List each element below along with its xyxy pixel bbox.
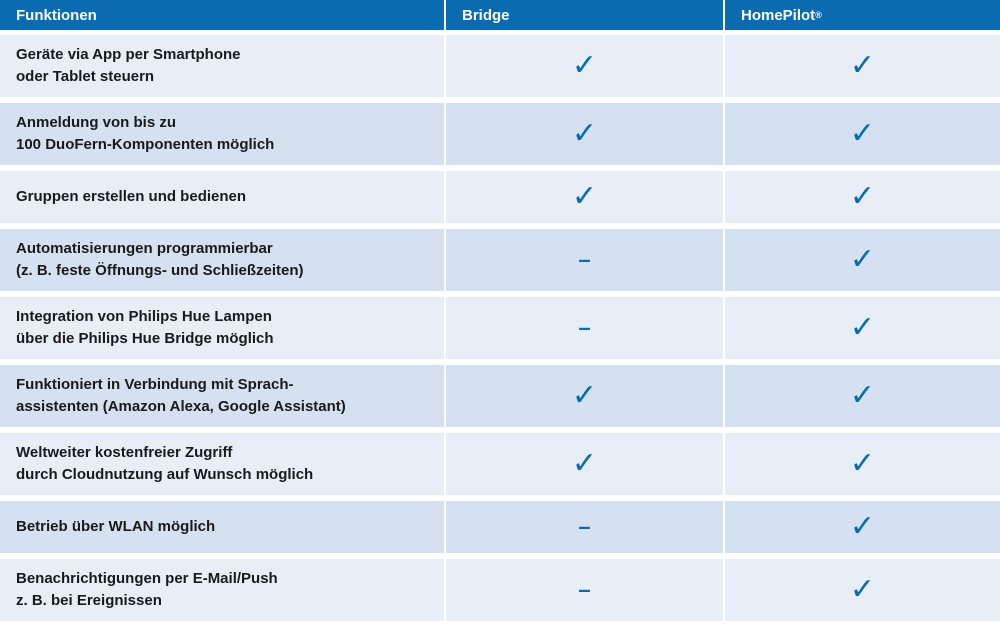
check-icon: ✓ — [571, 116, 598, 151]
check-icon: ✓ — [849, 179, 876, 214]
table-row — [0, 501, 1000, 553]
table-row — [0, 171, 1000, 223]
table-row — [0, 559, 1000, 621]
row-label: Benachrichtigungen per E-Mail/Push z. B. bei Ereignissen — [16, 570, 278, 609]
check-icon: ✓ — [849, 378, 876, 413]
check-icon: ✓ — [849, 509, 876, 544]
check-icon: ✓ — [849, 116, 876, 151]
header-homepilot-label: HomePilot — [741, 6, 816, 24]
header-bridge: Bridge — [444, 0, 723, 30]
row-label: Anmeldung von bis zu 100 DuoFern-Komponenten möglich — [16, 114, 275, 153]
row-label: Gruppen erstellen und bedienen — [16, 188, 247, 205]
row-label: Weltweiter kostenfreier Zugriff durch Cloudnutzung auf Wunsch möglich — [16, 444, 314, 483]
row-label: Automatisierungen programmierbar (z. B. feste Öffnungs- und Schließzeiten) — [16, 240, 304, 279]
table-header — [0, 0, 1000, 30]
check-icon: ✓ — [571, 179, 598, 214]
dash-icon: – — [578, 577, 591, 602]
check-icon: ✓ — [849, 310, 876, 345]
check-icon: ✓ — [571, 446, 598, 481]
check-icon: ✓ — [849, 446, 876, 481]
registered-mark: ® — [815, 10, 822, 20]
dash-icon: – — [578, 514, 591, 539]
dash-icon: – — [578, 315, 591, 340]
row-label: Funktioniert in Verbindung mit Sprach- assistenten (Amazon Alexa, Google Assistant) — [16, 376, 346, 415]
table-row — [0, 297, 1000, 359]
table-row — [0, 229, 1000, 291]
check-icon: ✓ — [849, 242, 876, 277]
table-row — [0, 365, 1000, 427]
check-icon: ✓ — [571, 48, 598, 83]
row-label: Betrieb über WLAN möglich — [16, 518, 216, 535]
row-label: Geräte via App per Smartphone oder Tablet steuern — [16, 46, 241, 85]
header-homepilot — [723, 0, 1000, 30]
check-icon: ✓ — [849, 48, 876, 83]
row-label: Integration von Philips Hue Lampen über die Philips Hue Bridge möglich — [16, 308, 274, 347]
header-funktionen: Funktionen — [16, 6, 97, 24]
dash-icon: – — [578, 247, 591, 272]
table-row — [0, 103, 1000, 165]
table-row — [0, 433, 1000, 495]
check-icon: ✓ — [849, 572, 876, 607]
table-row — [0, 35, 1000, 97]
check-icon: ✓ — [571, 378, 598, 413]
